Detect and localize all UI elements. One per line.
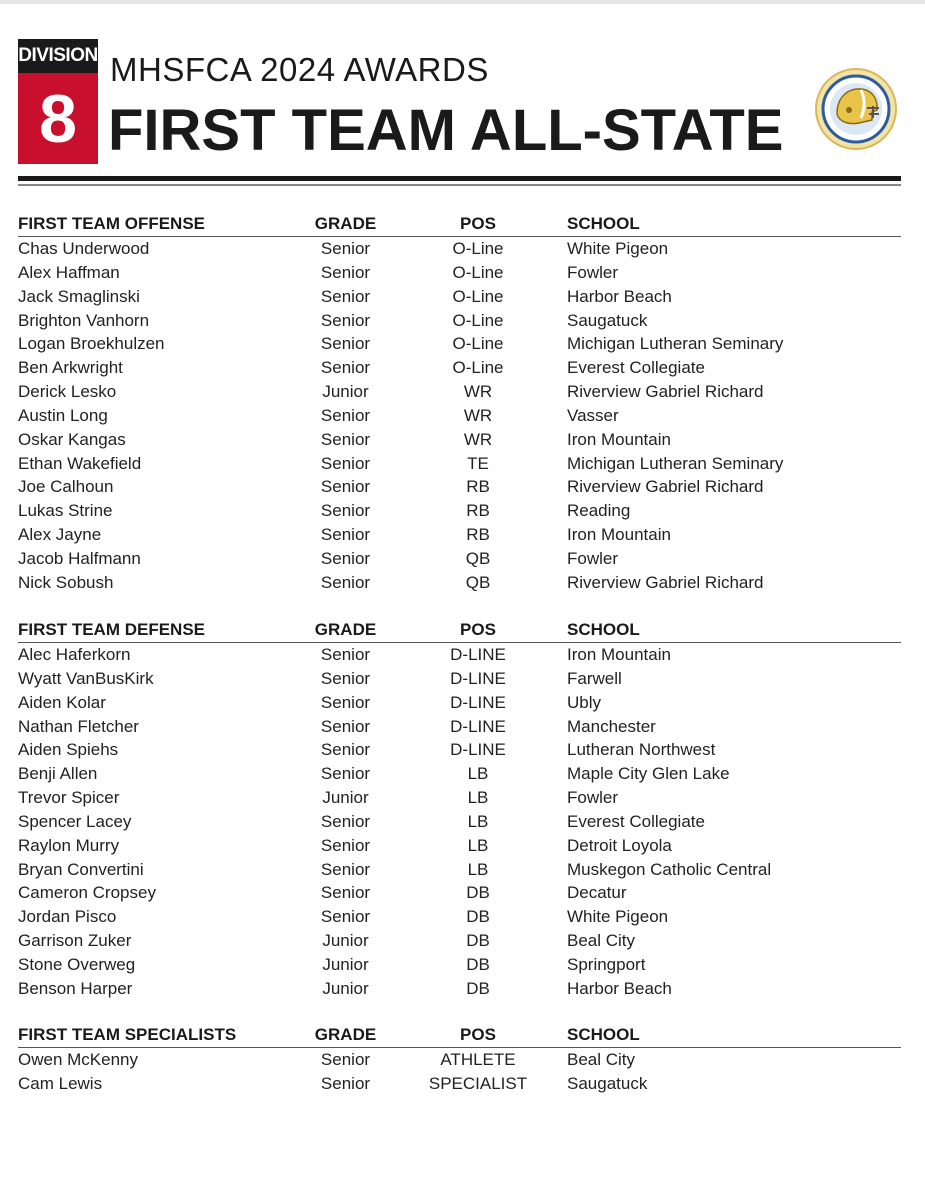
player-grade: Senior xyxy=(320,1073,371,1093)
table-row xyxy=(18,953,901,977)
player-name: Spencer Lacey xyxy=(18,811,132,831)
page-title: FIRST TEAM ALL-STATE xyxy=(108,98,784,163)
player-name: Joe Calhoun xyxy=(18,477,114,497)
player-school: Manchester xyxy=(567,716,656,736)
player-grade: Senior xyxy=(320,668,371,688)
table-row xyxy=(18,881,901,905)
player-name: Ben Arkwright xyxy=(18,358,123,378)
offense-rows xyxy=(18,237,901,595)
player-grade: Senior xyxy=(320,477,371,497)
header-rule-thick xyxy=(18,176,901,181)
table-row xyxy=(18,499,901,523)
player-school: Harbor Beach xyxy=(567,978,672,998)
player-grade: Senior xyxy=(320,262,371,282)
player-grade: Senior xyxy=(320,501,371,521)
player-position: WR xyxy=(463,429,493,449)
player-grade: Senior xyxy=(320,811,371,831)
table-row xyxy=(18,332,901,356)
player-position: SPECIALIST xyxy=(428,1073,528,1093)
mhsfca-helmet-logo-icon xyxy=(815,68,897,150)
table-row xyxy=(18,643,901,667)
player-school: Everest Collegiate xyxy=(567,811,705,831)
player-school: Fowler xyxy=(567,548,619,568)
section-title: FIRST TEAM OFFENSE xyxy=(18,214,205,233)
player-position: WR xyxy=(463,405,493,425)
grade-column-header: GRADE xyxy=(314,620,377,639)
player-name: Aiden Kolar xyxy=(18,692,106,712)
player-school: White Pigeon xyxy=(567,907,669,927)
table-row xyxy=(18,810,901,834)
table-row xyxy=(18,237,901,261)
table-row xyxy=(18,786,901,810)
player-position: RB xyxy=(466,525,490,545)
specialists-rows xyxy=(18,1048,901,1096)
section-title: FIRST TEAM DEFENSE xyxy=(18,620,206,639)
player-name: Aiden Spiehs xyxy=(18,740,119,760)
player-school: Ubly xyxy=(567,692,602,712)
player-grade: Senior xyxy=(320,572,371,592)
player-school: Saugatuck xyxy=(567,1073,648,1093)
player-school: Vasser xyxy=(567,405,619,425)
player-name: Cam Lewis xyxy=(18,1073,103,1093)
player-grade: Senior xyxy=(320,548,371,568)
player-name: Jordan Pisco xyxy=(18,907,117,927)
player-position: D-LINE xyxy=(450,740,506,760)
player-school: Riverview Gabriel Richard xyxy=(567,477,764,497)
table-row xyxy=(18,452,901,476)
player-position: D-LINE xyxy=(450,645,506,664)
player-grade: Senior xyxy=(320,429,371,449)
table-row xyxy=(18,404,901,428)
specialists-header xyxy=(18,1025,901,1048)
player-position: LB xyxy=(467,859,489,879)
player-grade: Junior xyxy=(322,978,369,998)
player-name: Trevor Spicer xyxy=(18,788,120,808)
offense-section xyxy=(18,214,901,595)
player-position: TE xyxy=(467,453,489,473)
player-school: Springport xyxy=(567,954,646,974)
player-school: Everest Collegiate xyxy=(567,358,705,378)
table-row xyxy=(18,905,901,929)
player-name: Oskar Kangas xyxy=(18,429,126,449)
player-school: Fowler xyxy=(567,262,619,282)
table-row xyxy=(18,309,901,333)
player-position: WR xyxy=(463,382,493,402)
defense-rows xyxy=(18,643,901,1001)
player-name: Wyatt VanBusKirk xyxy=(18,668,154,688)
division-number: 8 xyxy=(39,81,77,157)
division-label: DIVISION xyxy=(18,39,98,73)
player-position: QB xyxy=(465,572,491,592)
player-grade: Senior xyxy=(320,883,371,903)
player-position: RB xyxy=(466,477,490,497)
player-position: DB xyxy=(466,931,490,951)
table-row xyxy=(18,475,901,499)
player-grade: Junior xyxy=(322,954,369,974)
player-name: Nathan Fletcher xyxy=(18,716,139,736)
top-edge-bar xyxy=(0,0,925,4)
table-row xyxy=(18,691,901,715)
player-name: Bryan Convertini xyxy=(18,859,144,879)
player-position: D-LINE xyxy=(450,692,506,712)
player-name: Alec Haferkorn xyxy=(18,645,131,664)
table-row xyxy=(18,380,901,404)
player-grade: Junior xyxy=(322,788,369,808)
player-school: Michigan Lutheran Seminary xyxy=(567,453,784,473)
player-position: DB xyxy=(466,954,490,974)
player-name: Ethan Wakefield xyxy=(18,453,142,473)
player-name: Alex Haffman xyxy=(18,262,120,282)
player-position: LB xyxy=(467,764,489,784)
player-school: Michigan Lutheran Seminary xyxy=(567,334,784,354)
player-school: Maple City Glen Lake xyxy=(567,764,730,784)
player-name: Benji Allen xyxy=(18,764,98,784)
player-school: Muskegon Catholic Central xyxy=(567,859,772,879)
player-position: DB xyxy=(466,883,490,903)
table-row xyxy=(18,356,901,380)
player-school: Riverview Gabriel Richard xyxy=(567,382,764,402)
player-grade: Junior xyxy=(322,931,369,951)
player-name: Derick Lesko xyxy=(18,382,117,402)
player-name: Owen McKenny xyxy=(18,1050,138,1069)
player-position: LB xyxy=(467,835,489,855)
pos-column-header: POS xyxy=(460,620,496,639)
defense-header xyxy=(18,620,901,643)
player-name: Logan Broekhulzen xyxy=(18,334,165,354)
table-row xyxy=(18,929,901,953)
player-school: Beal City xyxy=(567,931,636,951)
player-grade: Senior xyxy=(320,716,371,736)
pos-column-header: POS xyxy=(460,1025,496,1044)
player-grade: Senior xyxy=(320,239,371,258)
player-name: Alex Jayne xyxy=(18,525,102,545)
player-grade: Senior xyxy=(320,645,371,664)
division-badge xyxy=(18,39,98,164)
player-position: DB xyxy=(466,978,490,998)
player-school: White Pigeon xyxy=(567,239,669,258)
player-name: Cameron Cropsey xyxy=(18,883,156,903)
player-name: Lukas Strine xyxy=(18,501,113,521)
player-grade: Junior xyxy=(322,382,369,402)
player-position: RB xyxy=(466,501,490,521)
player-position: LB xyxy=(467,788,489,808)
player-position: O-Line xyxy=(452,286,504,306)
player-school: Iron Mountain xyxy=(567,645,671,664)
defense-section xyxy=(18,620,901,1001)
player-grade: Senior xyxy=(320,692,371,712)
school-column-header: SCHOOL xyxy=(567,214,640,233)
player-school: Iron Mountain xyxy=(567,525,671,545)
player-school: Farwell xyxy=(567,668,622,688)
player-grade: Senior xyxy=(320,286,371,306)
player-name: Stone Overweg xyxy=(18,954,136,974)
player-position: D-LINE xyxy=(450,668,506,688)
player-position: ATHLETE xyxy=(440,1050,516,1069)
section-title: FIRST TEAM SPECIALISTS xyxy=(18,1025,237,1044)
grade-column-header: GRADE xyxy=(314,1025,377,1044)
table-row xyxy=(18,428,901,452)
awards-subtitle: MHSFCA 2024 AWARDS xyxy=(110,51,489,88)
specialists-section xyxy=(18,1025,901,1096)
player-grade: Senior xyxy=(320,310,371,330)
table-row xyxy=(18,261,901,285)
player-position: O-Line xyxy=(452,310,504,330)
player-school: Riverview Gabriel Richard xyxy=(567,572,764,592)
player-name: Benson Harper xyxy=(18,978,133,998)
player-grade: Senior xyxy=(320,334,371,354)
player-school: Iron Mountain xyxy=(567,429,671,449)
school-column-header: SCHOOL xyxy=(567,1025,640,1044)
player-position: LB xyxy=(467,811,489,831)
table-row xyxy=(18,715,901,739)
player-school: Beal City xyxy=(567,1050,636,1069)
player-school: Harbor Beach xyxy=(567,286,672,306)
player-grade: Senior xyxy=(320,835,371,855)
table-row xyxy=(18,858,901,882)
offense-header xyxy=(18,214,901,237)
player-school: Detroit Loyola xyxy=(567,835,672,855)
player-grade: Senior xyxy=(320,764,371,784)
player-position: O-Line xyxy=(452,239,504,258)
player-position: O-Line xyxy=(452,334,504,354)
pos-column-header: POS xyxy=(460,214,496,233)
player-grade: Senior xyxy=(320,1050,371,1069)
table-row xyxy=(18,571,901,595)
player-grade: Senior xyxy=(320,405,371,425)
player-grade: Senior xyxy=(320,453,371,473)
table-row xyxy=(18,285,901,309)
player-name: Austin Long xyxy=(18,405,108,425)
player-name: Brighton Vanhorn xyxy=(18,310,150,330)
player-position: O-Line xyxy=(452,262,504,282)
player-grade: Senior xyxy=(320,859,371,879)
grade-column-header: GRADE xyxy=(314,214,377,233)
player-name: Garrison Zuker xyxy=(18,931,132,951)
player-grade: Senior xyxy=(320,525,371,545)
player-position: QB xyxy=(465,548,491,568)
header-rule-thin xyxy=(18,184,901,186)
player-school: Decatur xyxy=(567,883,627,903)
player-name: Nick Sobush xyxy=(18,572,114,592)
player-position: D-LINE xyxy=(450,716,506,736)
table-row xyxy=(18,762,901,786)
table-row xyxy=(18,667,901,691)
table-row xyxy=(18,547,901,571)
table-row xyxy=(18,977,901,1001)
player-school: Lutheran Northwest xyxy=(567,740,716,760)
player-school: Reading xyxy=(567,501,631,521)
table-row xyxy=(18,1048,901,1072)
player-name: Jacob Halfmann xyxy=(18,548,141,568)
table-row xyxy=(18,834,901,858)
player-position: O-Line xyxy=(452,358,504,378)
table-row xyxy=(18,738,901,762)
player-name: Jack Smaglinski xyxy=(18,286,140,306)
school-column-header: SCHOOL xyxy=(567,620,640,639)
player-school: Saugatuck xyxy=(567,310,648,330)
table-row xyxy=(18,1072,901,1096)
player-name: Chas Underwood xyxy=(18,239,150,258)
player-grade: Senior xyxy=(320,740,371,760)
player-school: Fowler xyxy=(567,788,619,808)
player-name: Raylon Murry xyxy=(18,835,120,855)
player-grade: Senior xyxy=(320,358,371,378)
player-position: DB xyxy=(466,907,490,927)
table-row xyxy=(18,523,901,547)
player-grade: Senior xyxy=(320,907,371,927)
